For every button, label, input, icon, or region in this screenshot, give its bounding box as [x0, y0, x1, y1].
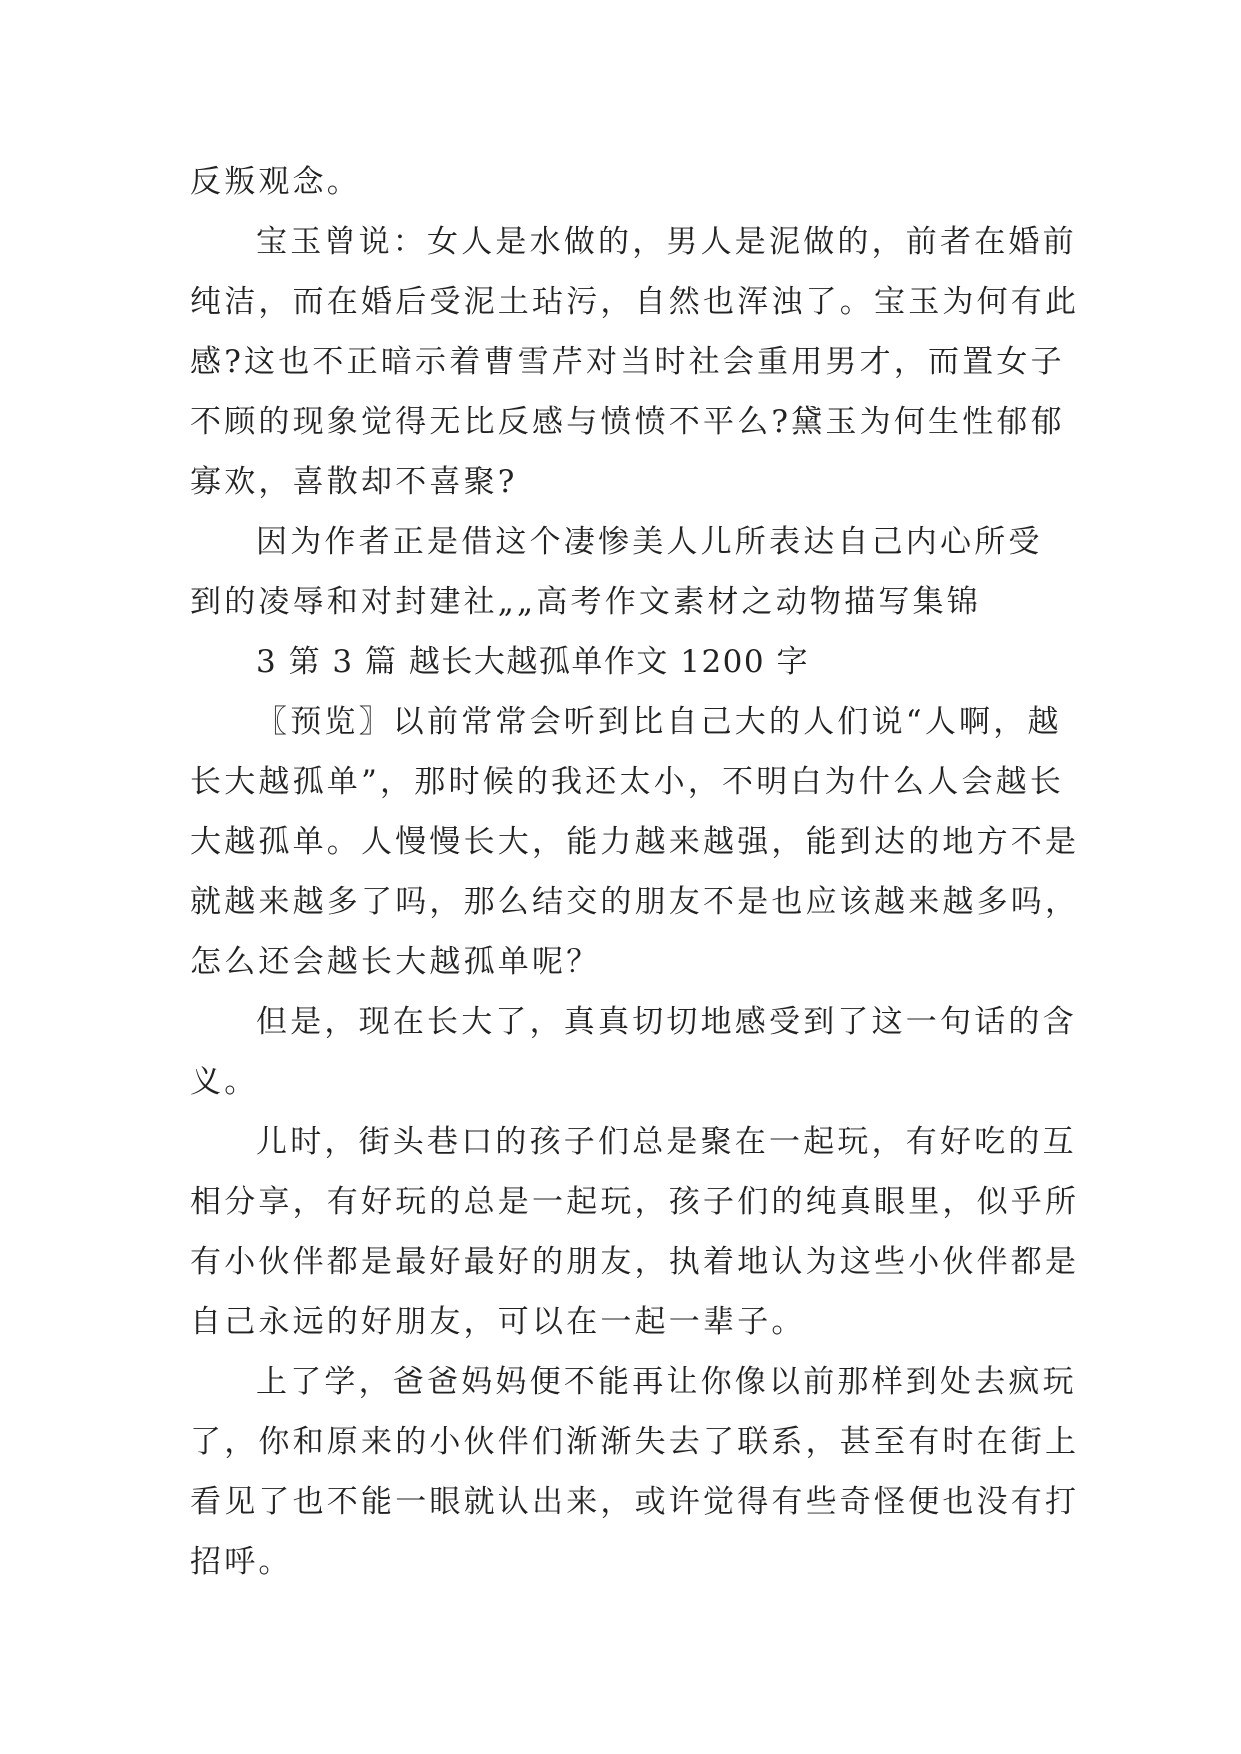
text-line: 宝玉曾说：女人是水做的，男人是泥做的，前者在婚前: [256, 224, 1077, 260]
text-line: 义。: [190, 1064, 259, 1100]
text-line: 怎么还会越长大越孤单呢？: [190, 944, 601, 980]
text-line: 纯洁，而在婚后受泥土玷污，自然也浑浊了。宝玉为何有此: [190, 284, 1080, 320]
text-line: 就越来越多了吗，那么结交的朋友不是也应该越来越多吗，: [190, 884, 1080, 920]
text-line: 到的凌辱和对封建社„„高考作文素材之动物描写集锦: [190, 584, 981, 620]
text-line: 但是，现在长大了，真真切切地感受到了这一句话的含: [256, 1004, 1077, 1040]
text-line: 相分享，有好玩的总是一起玩，孩子们的纯真眼里，似乎所: [190, 1184, 1080, 1220]
text-line: 儿时，街头巷口的孩子们总是聚在一起玩，有好吃的互: [256, 1124, 1077, 1160]
text-line: 自己永远的好朋友，可以在一起一辈子。: [190, 1304, 806, 1340]
text-line: 大越孤单。人慢慢长大，能力越来越强，能到达的地方不是: [190, 824, 1080, 860]
text-line: 长大越孤单”，那时候的我还太小，不明白为什么人会越长: [190, 764, 1065, 800]
text-line: 了，你和原来的小伙伴们渐渐失去了联系，甚至有时在街上: [190, 1424, 1080, 1460]
text-line: 有小伙伴都是最好最好的朋友，执着地认为这些小伙伴都是: [190, 1244, 1080, 1280]
section-heading: 3 第 3 篇 越长大越孤单作文 1200 字: [256, 644, 809, 680]
text-line: 招呼。: [190, 1544, 293, 1580]
text-line: 反叛观念。: [190, 164, 361, 200]
document-body: [190, 152, 1080, 1592]
text-line: 看见了也不能一眼就认出来，或许觉得有些奇怪便也没有打: [190, 1484, 1080, 1520]
text-line: 因为作者正是借这个凄惨美人儿所表达自己内心所受: [256, 524, 1043, 560]
text-line: 感?这也不正暗示着曹雪芹对当时社会重用男才，而置女子: [190, 344, 1065, 380]
text-line: 寡欢，喜散却不喜聚?: [190, 464, 518, 500]
text-line: 〖预览〗以前常常会听到比自己大的人们说“人啊，越: [256, 704, 1062, 740]
text-line: 上了学，爸爸妈妈便不能再让你像以前那样到处去疯玩: [256, 1364, 1077, 1400]
text-line: 不顾的现象觉得无比反感与愤愤不平么?黛玉为何生性郁郁: [190, 404, 1065, 440]
